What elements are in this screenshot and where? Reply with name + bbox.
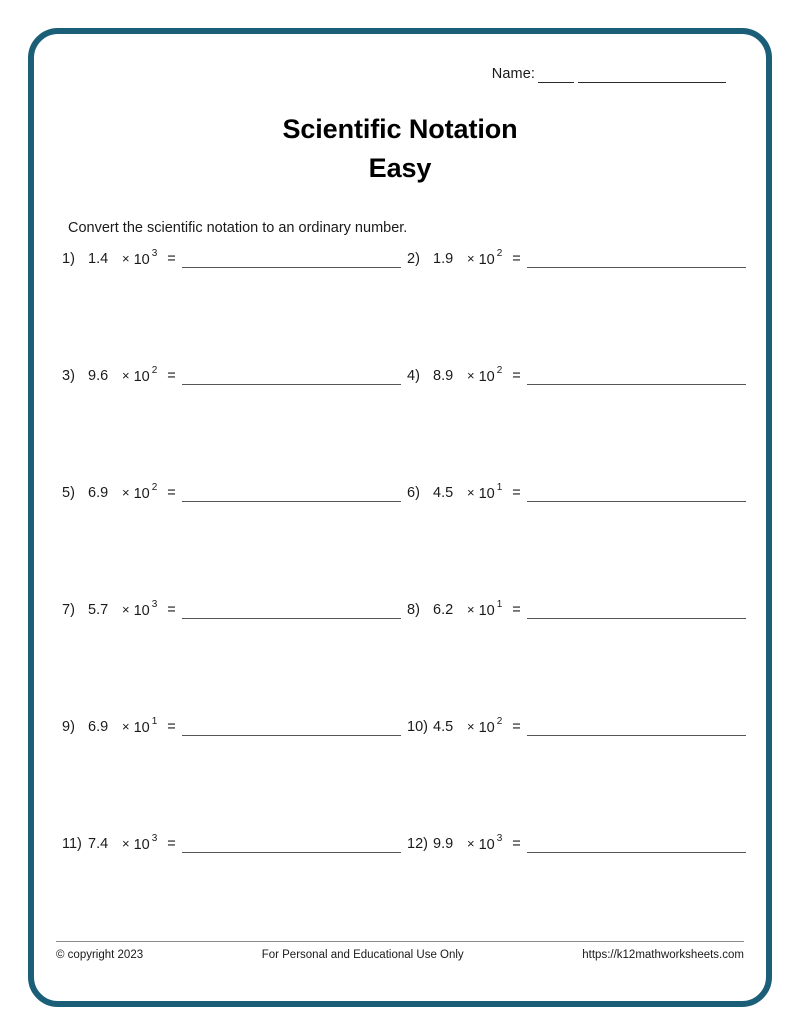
problem-item [407, 718, 752, 746]
problem-item [407, 835, 752, 863]
answer-blank[interactable] [182, 367, 401, 385]
problems-grid [62, 250, 752, 952]
problem-exponent: 3 [151, 833, 158, 844]
problem-coefficient: 9.9 [433, 836, 454, 852]
answer-blank[interactable] [527, 484, 746, 502]
name-label: Name: [491, 66, 535, 82]
footer-divider [56, 941, 744, 942]
equals-sign: = [512, 719, 521, 735]
problem-exponent: 2 [496, 365, 503, 376]
problem-item [407, 367, 752, 395]
problem-power [479, 718, 503, 736]
footer-usage-notice: For Personal and Educational Use Only [261, 949, 464, 961]
problem-number: 6) [407, 485, 420, 501]
problem-number: 8) [407, 602, 420, 618]
problem-coefficient: 7.4 [88, 836, 109, 852]
problem-base: 10 [478, 485, 495, 502]
problem-exponent: 2 [496, 716, 503, 727]
page-title: Scientific Notation [282, 114, 518, 144]
multiplication-icon: × [122, 368, 130, 383]
problem-number: 5) [62, 485, 75, 501]
problem-power [134, 484, 158, 502]
problem-coefficient: 6.9 [88, 485, 109, 501]
multiplication-icon: × [467, 602, 475, 617]
problem-power [479, 367, 503, 385]
problem-number: 7) [62, 602, 75, 618]
problem-base: 10 [133, 602, 150, 619]
problem-exponent: 2 [151, 482, 158, 493]
problem-power [479, 484, 503, 502]
problem-item [62, 835, 407, 863]
equals-sign: = [167, 251, 176, 267]
answer-blank[interactable] [182, 250, 401, 268]
equals-sign: = [167, 719, 176, 735]
problem-number: 3) [62, 368, 75, 384]
answer-blank[interactable] [527, 835, 746, 853]
problem-item [407, 484, 752, 512]
name-write-line-long[interactable] [578, 69, 726, 83]
multiplication-icon: × [467, 251, 475, 266]
problem-item [62, 250, 407, 278]
problem-coefficient: 4.5 [433, 485, 454, 501]
problem-number: 12) [407, 836, 428, 852]
problem-number: 9) [62, 719, 75, 735]
answer-blank[interactable] [527, 601, 746, 619]
problem-coefficient: 4.5 [433, 719, 454, 735]
problem-power [134, 835, 158, 853]
problem-base: 10 [133, 485, 150, 502]
name-write-line-short[interactable] [538, 69, 574, 83]
worksheet-border-frame [28, 28, 772, 1007]
problem-coefficient: 6.9 [88, 719, 109, 735]
answer-blank[interactable] [182, 835, 401, 853]
multiplication-icon: × [467, 836, 475, 851]
problem-number: 10) [407, 719, 428, 735]
problem-exponent: 3 [151, 599, 158, 610]
footer-url[interactable]: https://k12mathworksheets.com [582, 949, 744, 961]
problem-coefficient: 8.9 [433, 368, 454, 384]
problem-base: 10 [478, 368, 495, 385]
problem-item [62, 718, 407, 746]
equals-sign: = [167, 836, 176, 852]
problem-item [407, 601, 752, 629]
problem-base: 10 [133, 368, 150, 385]
problem-exponent: 3 [496, 833, 503, 844]
equals-sign: = [167, 485, 176, 501]
multiplication-icon: × [467, 368, 475, 383]
equals-sign: = [167, 368, 176, 384]
title-block [34, 110, 766, 188]
problem-exponent: 3 [151, 248, 158, 259]
problem-item [62, 367, 407, 395]
multiplication-icon: × [122, 485, 130, 500]
problem-exponent: 2 [496, 248, 503, 259]
equals-sign: = [512, 251, 521, 267]
problem-base: 10 [133, 251, 150, 268]
problem-base: 10 [478, 251, 495, 268]
problem-number: 1) [62, 251, 75, 267]
problem-item [62, 484, 407, 512]
answer-blank[interactable] [527, 250, 746, 268]
footer [56, 949, 744, 961]
problem-coefficient: 5.7 [88, 602, 109, 618]
footer-copyright: © copyright 2023 [56, 949, 144, 961]
problem-coefficient: 9.6 [88, 368, 109, 384]
problem-number: 11) [62, 836, 82, 852]
multiplication-icon: × [467, 485, 475, 500]
problem-base: 10 [133, 836, 150, 853]
problem-exponent: 2 [151, 365, 158, 376]
problem-power [479, 835, 503, 853]
problem-power [479, 601, 503, 619]
problem-power [479, 250, 503, 268]
answer-blank[interactable] [182, 601, 401, 619]
answer-blank[interactable] [182, 484, 401, 502]
name-field-row [492, 66, 726, 83]
equals-sign: = [512, 602, 521, 618]
multiplication-icon: × [122, 836, 130, 851]
equals-sign: = [167, 602, 176, 618]
multiplication-icon: × [467, 719, 475, 734]
answer-blank[interactable] [182, 718, 401, 736]
problem-power [134, 601, 158, 619]
problem-base: 10 [478, 836, 495, 853]
problem-exponent: 1 [496, 482, 503, 493]
problem-power [134, 718, 158, 736]
problem-exponent: 1 [496, 599, 503, 610]
multiplication-icon: × [122, 602, 130, 617]
page-subtitle: Easy [368, 153, 432, 184]
problem-exponent: 1 [151, 716, 158, 727]
multiplication-icon: × [122, 719, 130, 734]
problem-power [134, 250, 158, 268]
equals-sign: = [512, 836, 521, 852]
problem-item [62, 601, 407, 629]
problem-base: 10 [133, 719, 150, 736]
answer-blank[interactable] [527, 367, 746, 385]
equals-sign: = [512, 368, 521, 384]
problem-base: 10 [478, 602, 495, 619]
answer-blank[interactable] [527, 718, 746, 736]
problem-power [134, 367, 158, 385]
problem-coefficient: 1.9 [433, 251, 454, 267]
multiplication-icon: × [122, 251, 130, 266]
problem-number: 2) [407, 251, 420, 267]
problem-item [407, 250, 752, 278]
problem-base: 10 [478, 719, 495, 736]
instruction-text: Convert the scientific notation to an ordinary number. [68, 220, 408, 236]
problem-coefficient: 6.2 [433, 602, 454, 618]
problem-coefficient: 1.4 [88, 251, 109, 267]
equals-sign: = [512, 485, 521, 501]
problem-number: 4) [407, 368, 420, 384]
